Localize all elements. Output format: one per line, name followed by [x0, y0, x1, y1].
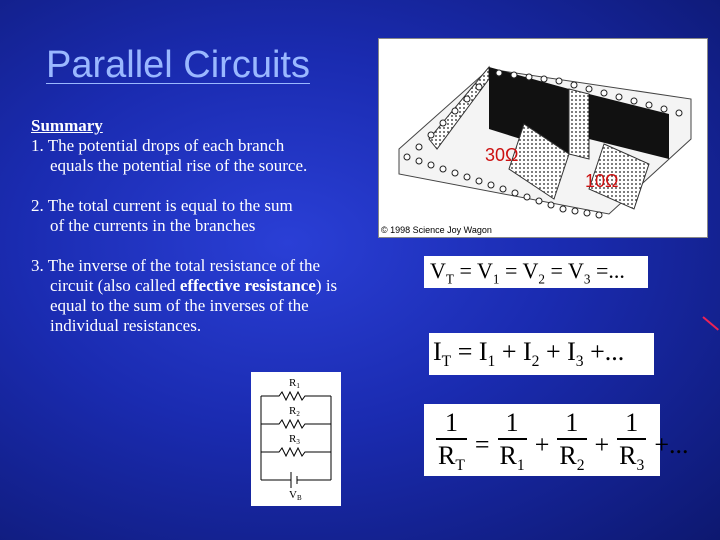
list-item: 1. The potential drops of each branch equals the potential rise of the source.	[31, 136, 308, 175]
svg-text:R2: R2	[289, 405, 300, 418]
list-item: 3. The inverse of the total resistance of the circuit (also called effective resistance) is equal to the sum of the inverses of the individual resistances.	[31, 256, 338, 335]
schematic-drawing	[251, 372, 341, 506]
circuit-photo	[378, 38, 708, 238]
resistance-equation: $\frac{1}{R_T}$ = $\frac{1}{R_1}$ + $\frac{1}{R_2}$ + $\frac{1}{R_3}$ +...	[424, 404, 660, 476]
item-number: 1.	[31, 136, 44, 155]
item-number: 2.	[31, 196, 44, 215]
list-item: 2. The total current is equal to the sum of the currents in the branches	[31, 196, 293, 235]
circuit-photo-drawing	[379, 39, 707, 237]
circuit-schematic	[251, 372, 341, 506]
resistor-30-label: 30Ω	[485, 145, 519, 165]
photo-caption: © 1998 Science Joy Wagon	[381, 225, 492, 235]
current-equation: $I_T = I_1 + I_2 + I_3$ +...	[429, 333, 654, 375]
summary-label: Summary	[31, 116, 103, 135]
svg-text:R1: R1	[289, 377, 300, 390]
slide-title: Parallel Circuits	[46, 44, 310, 86]
resistor-10-label: 10Ω	[585, 171, 619, 191]
voltage-equation: $V_T = V_1 = V_2 = V_3$ =...	[424, 256, 648, 288]
item-number: 3.	[31, 256, 44, 275]
decorative-line	[702, 316, 719, 330]
summary-text	[31, 116, 401, 336]
svg-text:R3: R3	[289, 433, 300, 446]
svg-text:VB: VB	[289, 489, 302, 502]
effective-resistance-term: effective resistance	[179, 276, 316, 295]
